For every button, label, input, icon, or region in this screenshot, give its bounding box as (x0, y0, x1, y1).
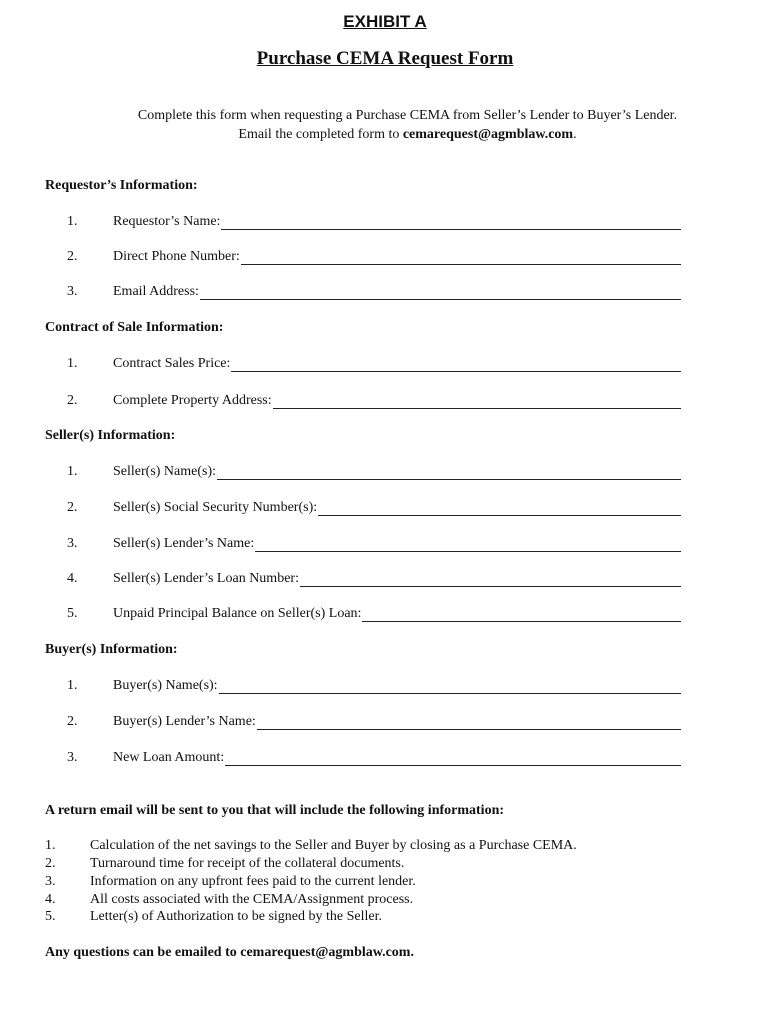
field-number: 1. (67, 678, 78, 693)
contract-heading: Contract of Sale Information: (45, 320, 224, 335)
property-address-input[interactable] (273, 393, 681, 409)
field-number: 5. (67, 606, 78, 621)
unpaid-balance-input[interactable] (362, 606, 681, 622)
property-address-field[interactable] (67, 393, 681, 413)
contract-price-input[interactable] (231, 356, 681, 372)
list-text: Information on any upfront fees paid to the current lender. (90, 874, 416, 889)
field-label: Buyer(s) Name(s): (113, 678, 218, 693)
requestor-name-input[interactable] (221, 214, 681, 230)
field-number: 2. (67, 393, 78, 408)
new-loan-amount-input[interactable] (225, 750, 681, 766)
exhibit-label: EXHIBIT A (343, 12, 427, 31)
field-number: 4. (67, 571, 78, 586)
list-number: 2. (45, 856, 56, 871)
field-number: 2. (67, 249, 78, 264)
intro-line-2 (0, 125, 770, 144)
field-label: Complete Property Address: (113, 393, 272, 408)
buyer-names-input[interactable] (219, 678, 681, 694)
field-label: Direct Phone Number: (113, 249, 240, 264)
field-number: 1. (67, 356, 78, 371)
list-number: 3. (45, 874, 56, 889)
field-label: Buyer(s) Lender’s Name: (113, 714, 256, 729)
seller-ssn-field[interactable] (67, 500, 681, 520)
unpaid-balance-field[interactable] (67, 606, 681, 626)
field-label: Seller(s) Name(s): (113, 464, 217, 479)
intro-line-1: Complete this form when requesting a Purchase CEMA from Seller’s Lender to Buyer’s Lender. (137, 108, 678, 123)
field-number: 2. (67, 714, 78, 729)
field-number: 2. (67, 500, 78, 515)
form-title: Purchase CEMA Request Form (256, 48, 514, 69)
field-number: 1. (67, 214, 78, 229)
field-label: Seller(s) Social Security Number(s): (113, 500, 318, 515)
seller-ssn-input[interactable] (318, 500, 681, 516)
field-label: Seller(s) Lender’s Loan Number: (113, 571, 299, 586)
list-text: Calculation of the net savings to the Seller and Buyer by closing as a Purchase CEMA. (90, 838, 577, 853)
seller-lender-name-input[interactable] (255, 536, 681, 552)
field-label: New Loan Amount: (113, 750, 225, 765)
requestor-name-field[interactable] (67, 214, 681, 234)
field-label: Seller(s) Lender’s Name: (113, 536, 255, 551)
buyer-heading: Buyer(s) Information: (45, 642, 178, 657)
intro-text (0, 106, 770, 144)
field-number: 3. (67, 284, 78, 299)
list-text: Letter(s) of Authorization to be signed by the Seller. (90, 909, 382, 924)
field-label: Unpaid Principal Balance on Seller(s) Loan: (113, 606, 362, 621)
list-number: 4. (45, 892, 56, 907)
list-text: Turnaround time for receipt of the collateral documents. (90, 856, 405, 871)
list-number: 1. (45, 838, 56, 853)
field-label: Contract Sales Price: (113, 356, 231, 371)
field-number: 3. (67, 536, 78, 551)
list-number: 5. (45, 909, 56, 924)
seller-loan-number-field[interactable] (67, 571, 681, 591)
email-address-field[interactable] (67, 284, 681, 304)
return-info-heading: A return email will be sent to you that will include the following information: (45, 803, 505, 818)
field-number: 3. (67, 750, 78, 765)
intro-email-link[interactable]: cemarequest@agmblaw.com (402, 127, 574, 142)
intro-suffix: . (573, 127, 577, 142)
buyer-names-field[interactable] (67, 678, 681, 698)
field-label: Email Address: (113, 284, 199, 299)
intro-prefix: Email the completed form to (238, 127, 403, 142)
field-label: Requestor’s Name: (113, 214, 221, 229)
buyer-lender-name-field[interactable] (67, 714, 681, 734)
footer-questions: Any questions can be emailed to cemarequest@agmblaw.com. (45, 945, 414, 960)
new-loan-amount-field[interactable] (67, 750, 681, 770)
email-address-input[interactable] (200, 284, 681, 300)
seller-loan-number-input[interactable] (300, 571, 681, 587)
seller-lender-name-field[interactable] (67, 536, 681, 556)
seller-heading: Seller(s) Information: (45, 428, 176, 443)
direct-phone-field[interactable] (67, 249, 681, 269)
requestor-heading: Requestor’s Information: (45, 178, 198, 193)
field-number: 1. (67, 464, 78, 479)
seller-names-input[interactable] (217, 464, 681, 480)
list-text: All costs associated with the CEMA/Assignment process. (90, 892, 414, 907)
seller-names-field[interactable] (67, 464, 681, 484)
contract-price-field[interactable] (67, 356, 681, 376)
direct-phone-input[interactable] (241, 249, 681, 265)
buyer-lender-name-input[interactable] (257, 714, 681, 730)
